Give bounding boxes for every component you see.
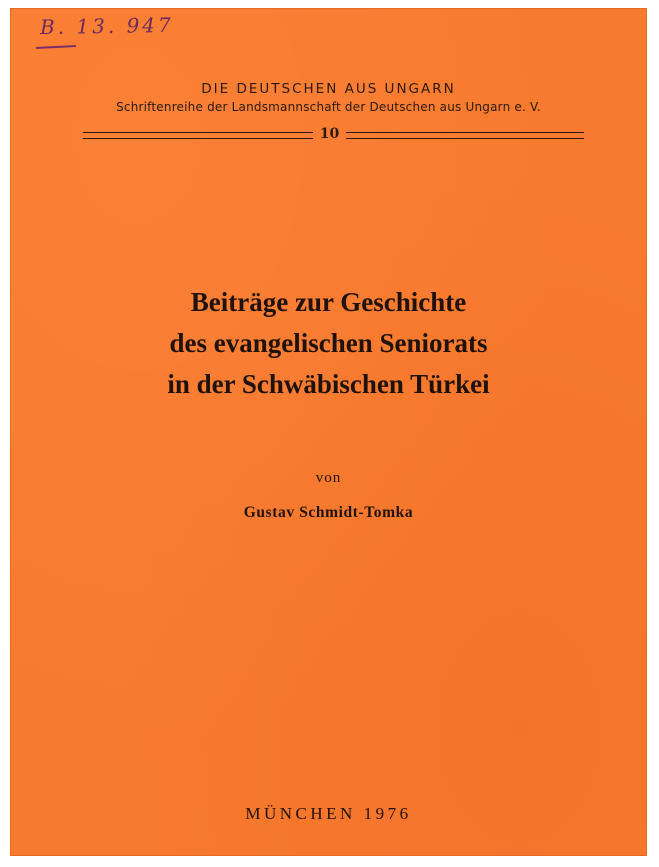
series-title: DIE DEUTSCHEN AUS UNGARN <box>201 81 456 97</box>
handwritten-shelfmark: B. 13. 947 <box>39 12 174 40</box>
book-cover <box>10 8 647 856</box>
author-name: Gustav Schmidt-Tomka <box>243 504 414 521</box>
book-title <box>10 282 647 405</box>
imprint: MÜNCHEN 1976 <box>245 804 412 823</box>
series-header <box>10 80 647 116</box>
double-rule-left <box>83 132 313 139</box>
byline: von <box>315 470 342 486</box>
series-subtitle: Schriftenreihe der Landsmannschaft der Deutschen aus Ungarn e. V. <box>116 100 541 114</box>
book-title-line-3: in der Schwäbischen Türkei <box>167 369 490 399</box>
book-title-line-2: des evangelischen Seniorats <box>169 328 488 358</box>
book-title-line-1: Beiträge zur Geschichte <box>190 287 467 317</box>
shelfmark-underline <box>36 45 76 49</box>
volume-number: 10 <box>319 126 340 142</box>
double-rule-right <box>346 132 584 139</box>
